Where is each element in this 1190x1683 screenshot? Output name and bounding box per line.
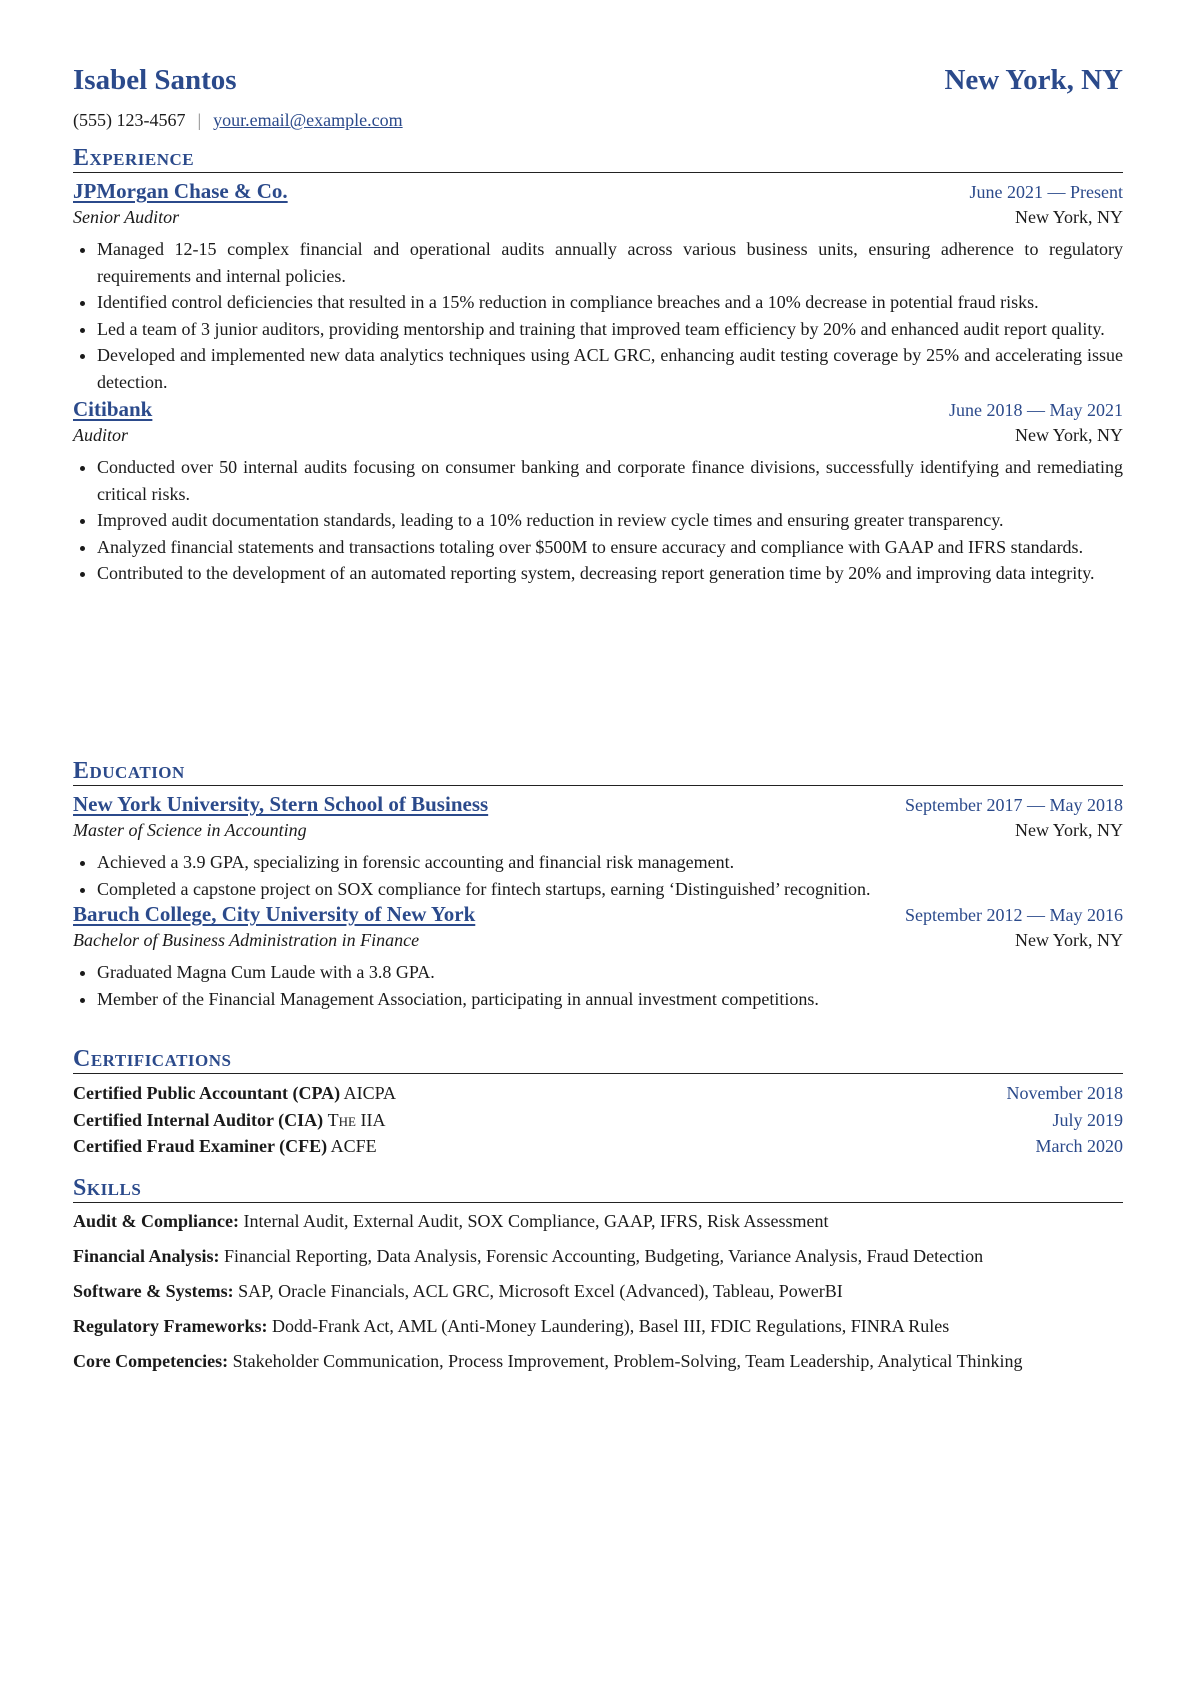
skill-label: Audit & Compliance: (73, 1211, 239, 1231)
school-link[interactable]: Baruch College, City University of New York (73, 902, 476, 926)
entry-dates: June 2021 — Present (969, 182, 1123, 202)
bullet-item: • Managed 12-15 complex financial and operational audits annually across various business units, ensuring adherence to regulatory requirements and internal policies. (97, 236, 1123, 289)
skill-row (73, 1209, 1123, 1234)
candidate-location: New York, NY (944, 64, 1123, 96)
education-entry (73, 902, 1123, 1012)
bullet-item: • Improved audit documentation standards, leading to a 10% reduction in review cycle times and ensuring greater transparency. (97, 507, 1123, 534)
experience-entry (73, 179, 1123, 395)
certification-name: Certified Public Accountant (CPA) (73, 1083, 341, 1103)
phone-number: (555) 123-4567 (73, 110, 186, 130)
resume-page (73, 0, 1123, 1371)
bullet-item: • Identified control deficiencies that resulted in a 15% reduction in compliance breaches and a 10% decrease in potential fraud risks. (97, 289, 1123, 316)
bullet-item: • Analyzed financial statements and transactions totaling over $500M to ensure accuracy and compliance with GAAP and IFRS standards. (97, 534, 1123, 561)
certification-name: Certified Internal Auditor (CIA) (73, 1109, 324, 1130)
certification-issuer: The IIA (327, 1109, 386, 1130)
entry-location: New York, NY (1014, 425, 1123, 445)
entry-dates: September 2012 — May 2016 (905, 905, 1123, 925)
skill-row (73, 1244, 1123, 1269)
bullet-item: • Completed a capstone project on SOX compliance for fintech startups, earning ‘Distinguished’ recognition. (97, 876, 1123, 903)
contact-line (73, 110, 403, 131)
entry-location: New York, NY (1014, 820, 1123, 840)
skill-value: Financial Reporting, Data Analysis, Forensic Accounting, Budgeting, Variance Analysis, Fraud Detection (224, 1246, 984, 1266)
skill-row (73, 1314, 1123, 1339)
certification-row (73, 1107, 1123, 1134)
certification-issuer: ACFE (330, 1136, 377, 1156)
certifications-section (73, 1046, 1123, 1160)
skill-value: Stakeholder Communication, Process Improvement, Problem-Solving, Team Leadership, Analytical Thinking (232, 1351, 1023, 1371)
degree: Master of Science in Accounting (73, 820, 307, 840)
skill-value: Dodd-Frank Act, AML (Anti-Money Laundering), Basel III, FDIC Regulations, FINRA Rules (271, 1316, 950, 1336)
education-entry (73, 792, 1123, 902)
section-title-skills: Skills (73, 1175, 1123, 1203)
entry-location: New York, NY (1014, 930, 1123, 950)
employer-link[interactable]: JPMorgan Chase & Co. (73, 179, 288, 203)
employer-link[interactable]: Citibank (73, 397, 153, 421)
certification-date: July 2019 (1052, 1109, 1123, 1130)
entry-role: Auditor (73, 425, 129, 445)
bullet-list (73, 454, 1123, 587)
certification-name: Certified Fraud Examiner (CFE) (73, 1136, 328, 1156)
skill-label: Financial Analysis: (73, 1246, 220, 1266)
bullet-item: • Achieved a 3.9 GPA, specializing in forensic accounting and financial risk management. (97, 849, 1123, 876)
section-title-certifications: Certifications (73, 1046, 1123, 1074)
entry-role: Senior Auditor (73, 207, 180, 227)
resume-header (73, 0, 1123, 140)
skill-row (73, 1279, 1123, 1304)
skill-label: Regulatory Frameworks: (73, 1316, 268, 1336)
skills-section (73, 1175, 1123, 1374)
school-link[interactable]: New York University, Stern School of Business (73, 792, 489, 816)
contact-separator: | (197, 110, 202, 130)
certification-date: November 2018 (1006, 1083, 1123, 1103)
entry-dates: September 2017 — May 2018 (905, 795, 1123, 815)
degree: Bachelor of Business Administration in Finance (73, 930, 420, 950)
education-section (73, 758, 1123, 1012)
experience-entry (73, 397, 1123, 587)
bullet-item: • Graduated Magna Cum Laude with a 3.8 GPA. (97, 959, 1123, 986)
section-title-education: Education (73, 758, 1123, 786)
experience-section (73, 145, 1123, 587)
bullet-list (73, 959, 1123, 1012)
skill-value: Internal Audit, External Audit, SOX Compliance, GAAP, IFRS, Risk Assessment (243, 1211, 829, 1231)
bullet-list (73, 236, 1123, 395)
bullet-item: • Conducted over 50 internal audits focusing on consumer banking and corporate finance divisions, successfully identifying and remediating critical risks. (97, 454, 1123, 507)
skill-value: SAP, Oracle Financials, ACL GRC, Microsoft Excel (Advanced), Tableau, PowerBI (238, 1281, 843, 1301)
bullet-item: • Led a team of 3 junior auditors, providing mentorship and training that improved team efficiency by 20% and enhanced audit report quality. (97, 316, 1123, 343)
bullet-item: • Contributed to the development of an automated reporting system, decreasing report generation time by 20% and improving data integrity. (97, 560, 1123, 587)
skill-row (73, 1349, 1123, 1374)
candidate-name: Isabel Santos (73, 64, 237, 96)
certification-issuer: AICPA (343, 1083, 397, 1103)
skill-label: Software & Systems: (73, 1281, 234, 1301)
entry-location: New York, NY (1014, 207, 1123, 227)
bullet-list (73, 849, 1123, 902)
certification-row (73, 1133, 1123, 1160)
entry-dates: June 2018 — May 2021 (949, 400, 1123, 420)
bullet-item: • Member of the Financial Management Association, participating in annual investment competitions. (97, 986, 1123, 1013)
bullet-item: • Developed and implemented new data analytics techniques using ACL GRC, enhancing audit testing coverage by 25% and accelerating issue detection. (97, 342, 1123, 395)
skill-label: Core Competencies: (73, 1351, 229, 1371)
certification-date: March 2020 (1035, 1136, 1123, 1156)
email-link[interactable]: your.email@example.com (213, 110, 403, 130)
certification-row (73, 1080, 1123, 1107)
section-title-experience: Experience (73, 145, 1123, 173)
